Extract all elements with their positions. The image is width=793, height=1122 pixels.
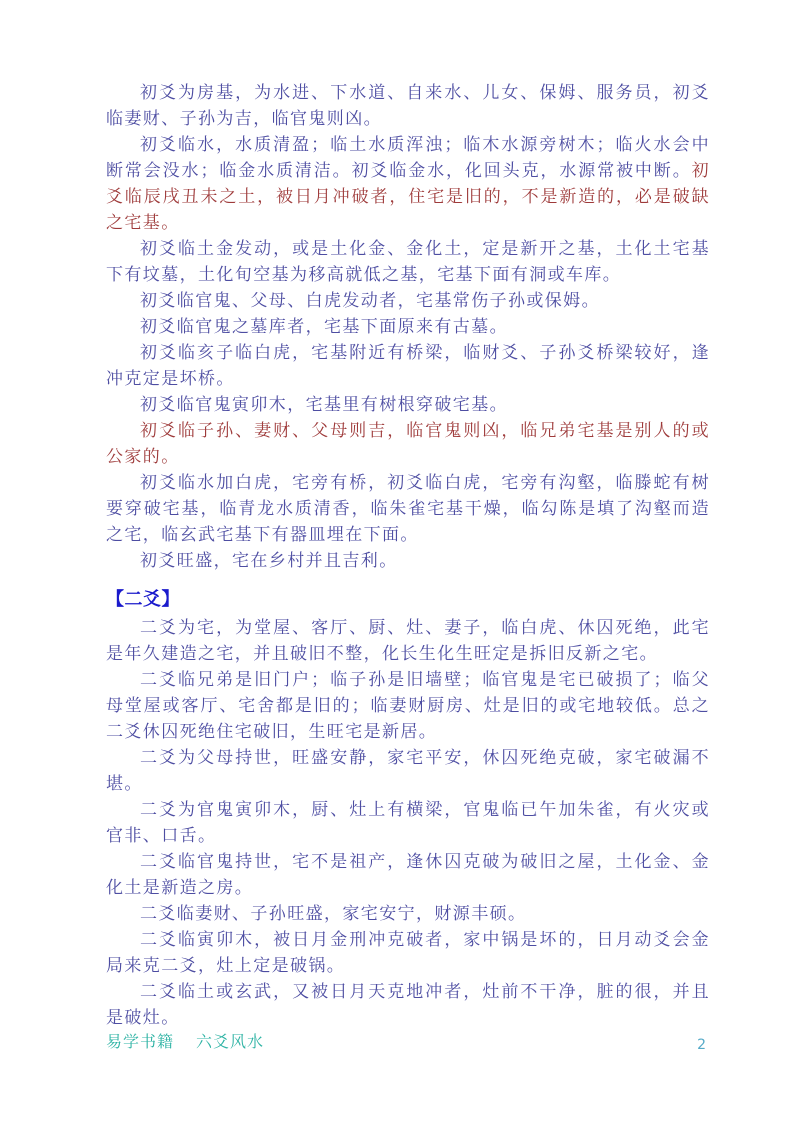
text-segment: 二爻临妻财、子孙旺盛，家宅安宁，财源丰硕。 — [140, 904, 527, 924]
paragraph — [106, 745, 710, 797]
paragraph — [106, 849, 710, 901]
document-body — [106, 80, 710, 1031]
text-segment: 初爻临水，水质清盈；临土水质浑浊；临木水源旁树木；临火水会中断常会没水；临金水质清洁。初爻临金水，化回头克，水源常被中断。 — [106, 135, 710, 181]
paragraph — [106, 340, 710, 392]
text-segment: 初爻临子孙、妻财、父母则吉，临官鬼则凶，临兄弟宅基是别人的或公家的。 — [106, 421, 710, 467]
paragraph — [106, 236, 710, 288]
paragraph — [106, 901, 710, 927]
text-segment: 初爻临官鬼之墓库者，宅基下面原来有古墓。 — [140, 317, 508, 337]
section-heading — [106, 587, 710, 613]
text-segment: 初爻临水加白虎，宅旁有桥，初爻临白虎，宅旁有沟壑，临滕蛇有树要穿破宅基，临青龙水质清香，临朱雀宅基干燥，临勾陈是填了沟壑而造之宅，临玄武宅基下有器皿埋在下面。 — [106, 473, 710, 545]
paragraph — [106, 548, 710, 574]
page-number: 2 — [697, 1037, 706, 1053]
text-segment: 【二爻】 — [106, 589, 180, 610]
text-segment: 二爻临寅卯木，被日月金刑冲克破者，家中锅是坏的，日月动爻会金局来克二爻，灶上定是破锅。 — [106, 930, 710, 976]
paragraph — [106, 615, 710, 667]
paragraph — [106, 80, 710, 132]
text-segment: 初爻临土金发动，或是土化金、金化土，定是新开之基，土化土宅基下有坟墓，土化旬空基为移高就低之基，宅基下面有洞或车库。 — [106, 239, 710, 285]
paragraph — [106, 927, 710, 979]
paragraph — [106, 392, 710, 418]
text-segment: 二爻为父母持世，旺盛安静，家宅平安，休囚死绝克破，家宅破漏不堪。 — [106, 748, 710, 794]
paragraph — [106, 314, 710, 340]
paragraph — [106, 667, 710, 745]
text-segment: 初爻临辰戌丑未之土，被日月冲破者，住宅是旧的，不是新造的，必是破缺之宅基。 — [106, 161, 710, 233]
text-segment: 二爻临官鬼持世，宅不是祖产，逢休囚克破为破旧之屋，土化金、金化土是新造之房。 — [106, 852, 710, 898]
text-segment: 二爻临土或玄武，又被日月天克地冲者，灶前不干净，脏的很，并且是破灶。 — [106, 982, 710, 1028]
text-segment: 初爻为房基，为水进、下水道、自来水、儿女、保姆、服务员，初爻临妻财、子孙为吉，临官鬼则凶。 — [106, 83, 710, 129]
text-segment: 二爻为官鬼寅卯木，厨、灶上有横梁，官鬼临已午加朱雀，有火灾或官非、口舌。 — [106, 800, 710, 846]
paragraph — [106, 979, 710, 1031]
paragraph — [106, 797, 710, 849]
text-segment: 初爻临官鬼寅卯木，宅基里有树根穿破宅基。 — [140, 395, 508, 415]
paragraph — [106, 470, 710, 548]
page-footer — [106, 1031, 710, 1053]
text-segment: 二爻临兄弟是旧门户；临子孙是旧墙壁；临官鬼是宅已破损了；临父母堂屋或客厅、宅舍都是旧的；临妻财厨房、灶是旧的或宅地较低。总之二爻休囚死绝住宅破旧，生旺宅是新居。 — [106, 670, 710, 742]
text-segment: 二爻为宅，为堂屋、客厅、厨、灶、妻子，临白虎、休囚死绝，此宅是年久建造之宅，并且破旧不整，化长生化生旺定是拆旧反新之宅。 — [106, 618, 710, 664]
paragraph — [106, 132, 710, 236]
footer-brand: 易学书籍 — [106, 1032, 175, 1051]
paragraph — [106, 288, 710, 314]
text-segment: 初爻临官鬼、父母、白虎发动者，宅基常伤子孙或保姆。 — [140, 291, 600, 311]
text-segment: 初爻临亥子临白虎，宅基附近有桥梁，临财爻、子孙爻桥梁较好，逢冲克定是坏桥。 — [106, 343, 710, 389]
text-segment: 初爻旺盛，宅在乡村并且吉利。 — [140, 551, 398, 571]
paragraph — [106, 418, 710, 470]
footer-series-title: 六爻风水 — [196, 1032, 265, 1051]
